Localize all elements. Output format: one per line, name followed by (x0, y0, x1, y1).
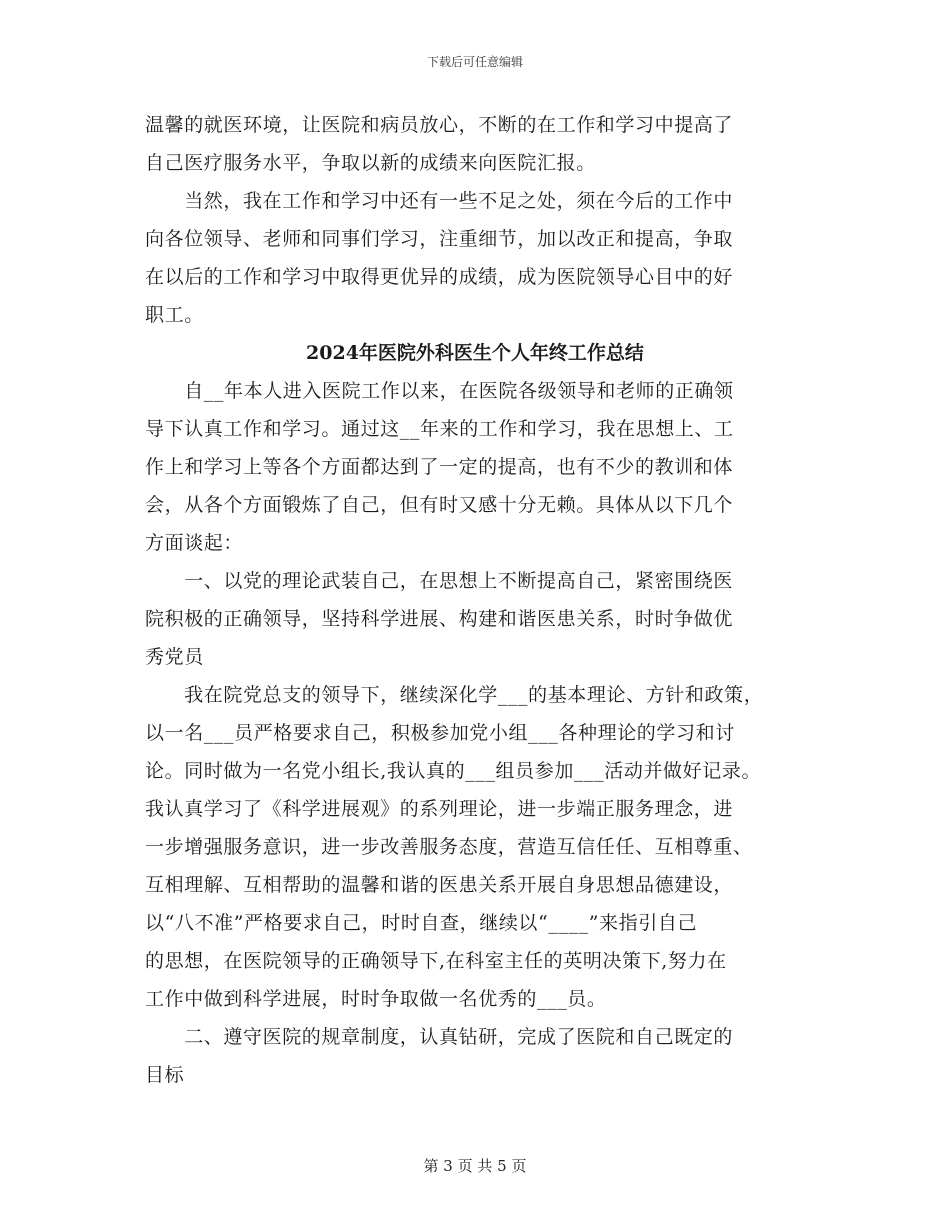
page-header: 下载后可任意编辑 (426, 55, 523, 69)
page-footer: 第 3 页 共 5 页 (423, 1157, 527, 1175)
body-line: 以一名___员严格要求自己，积极参加党小组___各种理论的学习和讨 (145, 722, 735, 744)
body-line: 院积极的正确领导，坚持科学进展、构建和谐医患关系，时时争做优 (145, 608, 734, 630)
body-line: 工作中做到科学进展，时时争取做一名优秀的___员。 (145, 988, 607, 1010)
body-line: 职工。 (145, 304, 204, 326)
body-line: 二、遵守医院的规章制度，认真钻研，完成了医院和自己既定的 (145, 1026, 734, 1048)
body-line: 以“八不准”严格要求自己，时时自查，继续以“____”来指引自己 (145, 912, 698, 934)
body-line: 作上和学习上等各个方面都达到了一定的提高，也有不少的教训和体 (145, 456, 734, 478)
body-line: 我在院党总支的领导下，继续深化学___的基本理论、方针和政策， (145, 684, 764, 706)
body-line: 互相理解、互相帮助的温馨和谐的医患关系开展自身思想品德建设， (145, 874, 734, 896)
body-line: 温馨的就医环境，让医院和病员放心，不断的在工作和学习中提高了 (145, 114, 734, 136)
body-line: 论。同时做为一名党小组长,我认真的___组员参加___活动并做好记录。 (145, 760, 762, 782)
body-line: 在以后的工作和学习中取得更优异的成绩，成为医院领导心目中的好 (145, 266, 734, 288)
body-line: 自己医疗服务水平，争取以新的成绩来向医院汇报。 (145, 152, 596, 174)
body-line: 当然，我在工作和学习中还有一些不足之处，须在今后的工作中 (145, 190, 734, 212)
body-line: 一、以党的理论武装自己，在思想上不断提高自己，紧密围绕医 (145, 570, 734, 592)
body-line: 一步增强服务意识，进一步改善服务态度，营造互信任任、互相尊重、 (145, 836, 753, 858)
body-line: 向各位领导、老师和同事们学习，注重细节，加以改正和提高，争取 (145, 228, 734, 250)
body-line: 我认真学习了《科学进展观》的系列理论，进一步端正服务理念，进 (145, 798, 734, 820)
section-title: 2024年医院外科医生个人年终工作总结 (306, 342, 644, 364)
document-body (145, 106, 805, 1094)
body-line: 秀党员 (145, 646, 204, 668)
body-line: 方面谈起： (145, 532, 244, 554)
body-line: 会，从各个方面锻炼了自己，但有时又感十分无赖。具体从以下几个 (145, 494, 734, 516)
body-line: 目标 (145, 1064, 185, 1086)
body-line: 导下认真工作和学习。通过这__年来的工作和学习，我在思想上、工 (145, 418, 734, 440)
body-line: 自__年本人进入医院工作以来，在医院各级领导和老师的正确领 (145, 380, 734, 402)
body-line: 的思想，在医院领导的正确领导下,在科室主任的英明决策下,努力在 (145, 950, 727, 972)
